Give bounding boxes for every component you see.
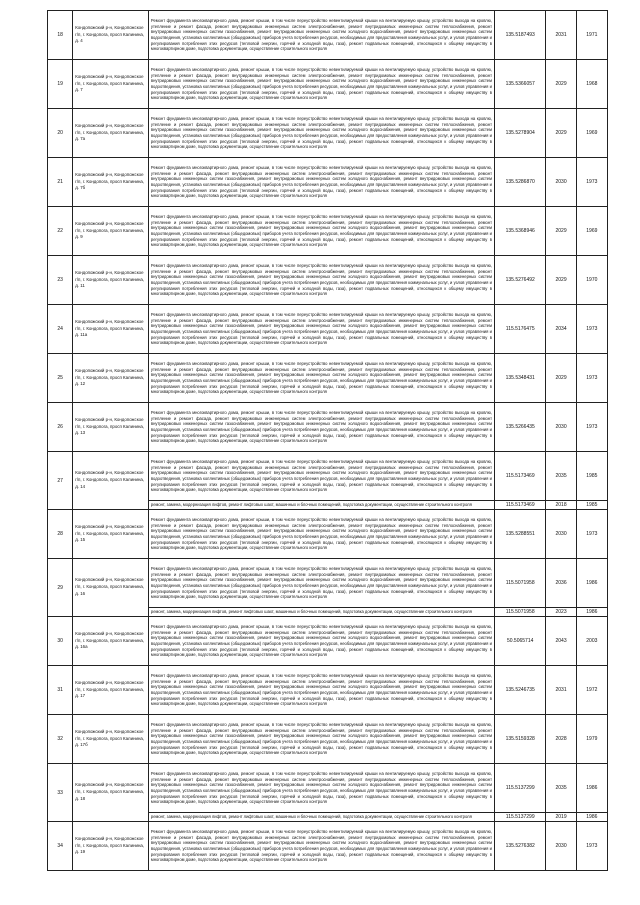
address-cell	[73, 617, 149, 666]
address-cell	[73, 403, 149, 452]
work-description-cell	[148, 60, 494, 109]
built-year-cell-text: 1973	[586, 424, 598, 430]
built-year-cell-text: 1973	[586, 375, 598, 381]
address-cell	[73, 207, 149, 256]
table-row	[48, 822, 608, 871]
built-year-cell-text: 1969	[586, 228, 598, 234]
built-year-cell-text: 1969	[586, 130, 598, 136]
work-description-cell-text: Ремонт фундамента многоквартирного дома, ремонт крыши, в том числе переустройство невентилируемой крыши на вентилируемую крышу, устройство выхода на кровлю, утепление и ремонт фасада, ремонт внутридомовых инженерных систем электроснабжения, ремонт внутридомовых инженерных систем теплоснабжения, ремонт внутридомовых инженерных систем газоснабжения, ремонт внутридомовых инженерных систем холодного водоснабжения, ремонт внутридомовых инженерных систем водоотведения, установка коллективных (общедомовых) приборов учета потребления ресурсов, необходимых для предоставления коммунальных услуг, и узлов управления и регулирования потребления этих ресурсов (тепловой энергии, горячей и холодной воды, газа), ремонт подвальных помещений, относящихся к общему имуществу в многоквартирном доме, подготовка документации, осуществление строительного контроля	[150, 829, 492, 863]
lift-planned-year-cell	[546, 501, 576, 510]
cost-cell	[494, 354, 545, 403]
work-description-cell-text: Ремонт фундамента многоквартирного дома, ремонт крыши, в том числе переустройство невентилируемой крыши на вентилируемую крышу, устройство выхода на кровлю, утепление и ремонт фасада, ремонт внутридомовых инженерных систем электроснабжения, ремонт внутридомовых инженерных систем теплоснабжения, ремонт внутридомовых инженерных систем газоснабжения, ремонт внутридомовых инженерных систем холодного водоснабжения, ремонт внутридомовых инженерных систем водоотведения, установка коллективных (общедомовых) приборов учета потребления ресурсов, необходимых для предоставления коммунальных услуг, и узлов управления и регулирования потребления этих ресурсов (тепловой энергии, горячей и холодной воды, газа), ремонт подвальных помещений, относящихся к общему имуществу в многоквартирном доме, подготовка документации, осуществление строительного контроля	[150, 214, 492, 248]
planned-year-cell	[546, 559, 576, 608]
work-description-cell	[148, 617, 494, 666]
cost-cell-text: 135.5368946	[505, 228, 535, 234]
lift-built-year-cell-text: 1986	[586, 609, 598, 615]
row-number-text: 32	[57, 736, 63, 742]
cost-cell-text: 135.5246735	[505, 687, 535, 693]
work-description-cell	[148, 207, 494, 256]
cost-cell-text: 135.5159328	[505, 736, 535, 742]
table-row	[48, 617, 608, 666]
work-description-cell-text: Ремонт фундамента многоквартирного дома, ремонт крыши, в том числе переустройство невентилируемой крыши на вентилируемую крышу, устройство выхода на кровлю, утепление и ремонт фасада, ремонт внутридомовых инженерных систем электроснабжения, ремонт внутридомовых инженерных систем теплоснабжения, ремонт внутридомовых инженерных систем газоснабжения, ремонт внутридомовых инженерных систем холодного водоснабжения, ремонт внутридомовых инженерных систем водоотведения, установка коллективных (общедомовых) приборов учета потребления ресурсов, необходимых для предоставления коммунальных услуг, и узлов управления и регулирования потребления этих ресурсов (тепловой энергии, горячей и холодной воды, газа), ремонт подвальных помещений, относящихся к общему имуществу в многоквартирном доме, подготовка документации, осуществление строительного контроля	[150, 673, 492, 707]
lift-planned-year-cell	[546, 608, 576, 617]
row-number-text: 29	[57, 584, 63, 591]
row-number-text: 30	[57, 638, 63, 644]
row-number	[48, 715, 73, 764]
address-cell	[73, 109, 149, 158]
cost-cell	[494, 305, 545, 354]
planned-year-cell-text: 2031	[555, 687, 567, 693]
address-cell-text: Кондопожский р-н, Кондопожское г/п, г. Кондопога, просп Калинина, д. 11а	[75, 318, 145, 338]
row-number	[48, 764, 73, 822]
address-cell-text: Кондопожский р-н, Кондопожское г/п, г. Кондопога, просп Калинина, д. 7а	[75, 122, 145, 142]
row-number-text: 21	[57, 179, 63, 185]
built-year-cell	[576, 822, 607, 871]
row-number-text: 25	[57, 375, 63, 381]
lift-planned-year-cell	[546, 813, 576, 822]
work-description-cell-text: Ремонт фундамента многоквартирного дома, ремонт крыши, в том числе переустройство невентилируемой крыши на вентилируемую крышу, устройство выхода на кровлю, утепление и ремонт фасада, ремонт внутридомовых инженерных систем электроснабжения, ремонт внутридомовых инженерных систем теплоснабжения, ремонт внутридомовых инженерных систем газоснабжения, ремонт внутридомовых инженерных систем холодного водоснабжения, ремонт внутридомовых инженерных систем водоотведения, установка коллективных (общедомовых) приборов учета потребления ресурсов, необходимых для предоставления коммунальных услуг, и узлов управления и регулирования потребления этих ресурсов (тепловой энергии, горячей и холодной воды, газа), ремонт подвальных помещений, относящихся к общему имуществу в многоквартирном доме, подготовка документации, осуществление строительного контроля	[150, 361, 492, 395]
built-year-cell-text: 1973	[586, 326, 598, 332]
work-description-cell-text: Ремонт фундамента многоквартирного дома, ремонт крыши, в том числе переустройство невентилируемой крыши на вентилируемую крышу, устройство выхода на кровлю, утепление и ремонт фасада, ремонт внутридомовых инженерных систем электроснабжения, ремонт внутридомовых инженерных систем теплоснабжения, ремонт внутридомовых инженерных систем газоснабжения, ремонт внутридомовых инженерных систем холодного водоснабжения, ремонт внутридомовых инженерных систем водоотведения, установка коллективных (общедомовых) приборов учета потребления ресурсов, необходимых для предоставления коммунальных услуг, и узлов управления и регулирования потребления этих ресурсов (тепловой энергии, горячей и холодной воды, газа), ремонт подвальных помещений, относящихся к общему имуществу в многоквартирном доме, подготовка документации, осуществление строительного контроля	[150, 722, 492, 756]
work-description-cell-text: Ремонт фундамента многоквартирного дома, ремонт крыши, в том числе переустройство невентилируемой крыши на вентилируемую крышу, устройство выхода на кровлю, утепление и ремонт фасада, ремонт внутридомовых инженерных систем электроснабжения, ремонт внутридомовых инженерных систем теплоснабжения, ремонт внутридомовых инженерных систем газоснабжения, ремонт внутридомовых инженерных систем холодного водоснабжения, ремонт внутридомовых инженерных систем водоотведения, установка коллективных (общедомовых) приборов учета потребления ресурсов, необходимых для предоставления коммунальных услуг, и узлов управления и регулирования потребления этих ресурсов (тепловой энергии, горячей и холодной воды, газа), ремонт подвальных помещений, относящихся к общему имуществу в многоквартирном доме, подготовка документации, осуществление строительного контроля	[150, 410, 492, 444]
built-year-cell-text: 1971	[586, 32, 598, 38]
planned-year-cell	[546, 764, 576, 813]
work-description-cell	[148, 354, 494, 403]
address-cell-text: Кондопожский р-н, Кондопожское г/п, г. Кондопога, просп Калинина, д. 9	[75, 220, 145, 240]
work-description-cell	[148, 305, 494, 354]
cost-cell-text: 135.5288551	[505, 531, 535, 537]
cost-cell-text: 135.5278904	[505, 130, 535, 136]
planned-year-cell	[546, 11, 576, 60]
row-number	[48, 11, 73, 60]
planned-year-cell	[546, 60, 576, 109]
work-description-cell-text: Ремонт фундамента многоквартирного дома, ремонт крыши, в том числе переустройство невентилируемой крыши на вентилируемую крышу, устройство выхода на кровлю, утепление и ремонт фасада, ремонт внутридомовых инженерных систем электроснабжения, ремонт внутридомовых инженерных систем теплоснабжения, ремонт внутридомовых инженерных систем газоснабжения, ремонт внутридомовых инженерных систем холодного водоснабжения, ремонт внутридомовых инженерных систем водоотведения, установка коллективных (общедомовых) приборов учета потребления ресурсов, необходимых для предоставления коммунальных услуг, и узлов управления и регулирования потребления этих ресурсов (тепловой энергии, горячей и холодной воды, газа), ремонт подвальных помещений, относящихся к общему имуществу в многоквартирном доме, подготовка документации, осуществление строительного контроля	[150, 771, 492, 805]
planned-year-cell	[546, 452, 576, 501]
planned-year-cell-text: 2029	[555, 375, 567, 381]
table-row	[48, 403, 608, 452]
lift-cost-cell-text: 115.5137299	[505, 814, 535, 820]
cost-cell	[494, 452, 545, 501]
lift-work-cell-text: ремонт, замена, модернизация лифтов, ремонт лифтовых шахт, машинных и блочных помещений, подготовка документации, осуществление строительного контроля	[150, 502, 472, 508]
lift-built-year-cell	[576, 501, 607, 510]
table-row	[48, 305, 608, 354]
address-cell	[73, 354, 149, 403]
cost-cell-text: 135.5266435	[505, 424, 535, 430]
address-cell	[73, 11, 149, 60]
cost-cell-text: 135.5286870	[505, 179, 535, 185]
table-row	[48, 60, 608, 109]
work-description-cell	[148, 109, 494, 158]
address-cell-text: Кондопожский р-н, Кондопожское г/п, г. Кондопога, просп Калинина, д. 17б	[75, 728, 145, 748]
work-description-cell	[148, 452, 494, 501]
address-cell	[73, 822, 149, 871]
cost-cell-text: 135.5187493	[505, 32, 535, 38]
built-year-cell-text: 1973	[586, 843, 598, 849]
built-year-cell-text: 1970	[586, 277, 598, 283]
work-description-cell	[148, 510, 494, 559]
planned-year-cell-text: 2031	[555, 32, 567, 38]
lift-built-year-cell	[576, 608, 607, 617]
address-cell	[73, 452, 149, 510]
cost-cell	[494, 559, 545, 608]
lift-planned-year-cell-text: 2023	[555, 609, 567, 615]
planned-year-cell-text: 2035	[555, 473, 567, 479]
planned-year-cell-text: 2029	[555, 228, 567, 234]
cost-cell-text: 135.5276492	[505, 277, 535, 283]
planned-year-cell	[546, 207, 576, 256]
table-row	[48, 666, 608, 715]
cost-cell	[494, 403, 545, 452]
lift-work-cell	[148, 813, 494, 822]
work-description-cell	[148, 666, 494, 715]
built-year-cell	[576, 452, 607, 501]
cost-cell	[494, 764, 545, 813]
cost-cell	[494, 158, 545, 207]
built-year-cell-text: 2003	[586, 638, 598, 644]
address-cell	[73, 305, 149, 354]
work-description-cell-text: Ремонт фундамента многоквартирного дома, ремонт крыши, в том числе переустройство невентилируемой крыши на вентилируемую крышу, устройство выхода на кровлю, утепление и ремонт фасада, ремонт внутридомовых инженерных систем электроснабжения, ремонт внутридомовых инженерных систем теплоснабжения, ремонт внутридомовых инженерных систем газоснабжения, ремонт внутридомовых инженерных систем холодного водоснабжения, ремонт внутридомовых инженерных систем водоотведения, установка коллективных (общедомовых) приборов учета потребления ресурсов, необходимых для предоставления коммунальных услуг, и узлов управления и регулирования потребления этих ресурсов (тепловой энергии, горячей и холодной воды, газа), ремонт подвальных помещений, относящихся к общему имуществу в многоквартирном доме, подготовка документации, осуществление строительного контроля	[150, 18, 492, 52]
built-year-cell	[576, 256, 607, 305]
row-number	[48, 822, 73, 871]
built-year-cell-text: 1968	[586, 81, 598, 87]
address-cell	[73, 60, 149, 109]
work-description-cell-text: Ремонт фундамента многоквартирного дома, ремонт крыши, в том числе переустройство невентилируемой крыши на вентилируемую крышу, устройство выхода на кровлю, утепление и ремонт фасада, ремонт внутридомовых инженерных систем электроснабжения, ремонт внутридомовых инженерных систем теплоснабжения, ремонт внутридомовых инженерных систем газоснабжения, ремонт внутридомовых инженерных систем холодного водоснабжения, ремонт внутридомовых инженерных систем водоотведения, установка коллективных (общедомовых) приборов учета потребления ресурсов, необходимых для предоставления коммунальных услуг, и узлов управления и регулирования потребления этих ресурсов (тепловой энергии, горячей и холодной воды, газа), ремонт подвальных помещений, относящихся к общему имуществу в многоквартирном доме, подготовка документации, осуществление строительного контроля	[150, 459, 492, 493]
table-row	[48, 452, 608, 501]
table-row	[48, 764, 608, 813]
address-cell-text: Кондопожский р-н, Кондопожское г/п, г. Кондопога, просп Калинина, д. 14	[75, 470, 145, 489]
table-body	[48, 11, 608, 871]
row-number-text: 22	[57, 228, 63, 234]
row-number-text: 24	[57, 326, 63, 332]
cost-cell	[494, 256, 545, 305]
lift-cost-cell-text: 115.5173469	[505, 502, 535, 508]
lift-work-cell	[148, 608, 494, 617]
cost-cell-text: 115.5071958	[505, 580, 535, 586]
cost-cell-text: 135.5276382	[505, 843, 535, 849]
work-description-cell	[148, 764, 494, 813]
cost-cell-text: 115.5176475	[505, 326, 535, 332]
planned-year-cell-text: 2030	[555, 531, 567, 537]
planned-year-cell	[546, 158, 576, 207]
built-year-cell	[576, 559, 607, 608]
work-description-cell	[148, 559, 494, 608]
table-row	[48, 109, 608, 158]
row-number	[48, 109, 73, 158]
built-year-cell	[576, 715, 607, 764]
cost-cell-text: 115.5173469	[505, 473, 535, 479]
planned-year-cell	[546, 109, 576, 158]
cost-cell	[494, 207, 545, 256]
lift-cost-cell-text: 115.5071958	[505, 609, 535, 615]
built-year-cell-text: 1979	[586, 736, 598, 742]
work-description-cell	[148, 256, 494, 305]
work-description-cell-text: Ремонт фундамента многоквартирного дома, ремонт крыши, в том числе переустройство невентилируемой крыши на вентилируемую крышу, устройство выхода на кровлю, утепление и ремонт фасада, ремонт внутридомовых инженерных систем электроснабжения, ремонт внутридомовых инженерных систем теплоснабжения, ремонт внутридомовых инженерных систем газоснабжения, ремонт внутридомовых инженерных систем холодного водоснабжения, ремонт внутридомовых инженерных систем водоотведения, установка коллективных (общедомовых) приборов учета потребления ресурсов, необходимых для предоставления коммунальных услуг, и узлов управления и регулирования потребления этих ресурсов (тепловой энергии, горячей и холодной воды, газа), ремонт подвальных помещений, относящихся к общему имуществу в многоквартирном доме, подготовка документации, осуществление строительного контроля	[150, 624, 492, 658]
address-cell	[73, 256, 149, 305]
work-description-cell	[148, 11, 494, 60]
planned-year-cell-text: 2029	[555, 277, 567, 283]
row-number-text: 23	[57, 277, 63, 283]
row-number	[48, 452, 73, 510]
row-number	[48, 559, 73, 617]
cost-cell	[494, 60, 545, 109]
address-cell	[73, 764, 149, 822]
lift-work-cell-text: ремонт, замена, модернизация лифтов, ремонт лифтовых шахт, машинных и блочных помещений, подготовка документации, осуществление строительного контроля	[150, 814, 472, 820]
cost-cell	[494, 617, 545, 666]
built-year-cell	[576, 354, 607, 403]
planned-year-cell-text: 2036	[555, 580, 567, 586]
row-number	[48, 158, 73, 207]
row-number	[48, 403, 73, 452]
planned-year-cell-text: 2030	[555, 843, 567, 849]
planned-year-cell-text: 2029	[555, 130, 567, 136]
built-year-cell	[576, 109, 607, 158]
cost-cell	[494, 822, 545, 871]
row-number-text: 20	[57, 130, 63, 136]
cost-cell	[494, 510, 545, 559]
address-cell	[73, 559, 149, 617]
address-cell	[73, 715, 149, 764]
cost-cell	[494, 715, 545, 764]
planned-year-cell-text: 2034	[555, 326, 567, 332]
cost-cell-text: 135.5366057	[505, 81, 535, 87]
table-row	[48, 11, 608, 60]
table-row	[48, 158, 608, 207]
row-number	[48, 60, 73, 109]
row-number	[48, 354, 73, 403]
lift-built-year-cell-text: 1985	[586, 502, 598, 508]
built-year-cell	[576, 60, 607, 109]
work-description-cell	[148, 403, 494, 452]
row-number-text: 18	[57, 32, 63, 38]
table-row	[48, 715, 608, 764]
address-cell-text: Кондопожский р-н, Кондопожское г/п, г. Кондопога, просп Калинина, д. 17	[75, 679, 145, 699]
address-cell-text: Кондопожский р-н, Кондопожское г/п, г. Кондопога, просп Калинина, д. 16	[75, 577, 145, 596]
built-year-cell	[576, 764, 607, 813]
table-row	[48, 256, 608, 305]
built-year-cell-text: 1973	[586, 531, 598, 537]
planned-year-cell	[546, 256, 576, 305]
planned-year-cell-text: 2028	[555, 736, 567, 742]
address-cell	[73, 158, 149, 207]
work-description-cell-text: Ремонт фундамента многоквартирного дома, ремонт крыши, в том числе переустройство невентилируемой крыши на вентилируемую крышу, устройство выхода на кровлю, утепление и ремонт фасада, ремонт внутридомовых инженерных систем электроснабжения, ремонт внутридомовых инженерных систем теплоснабжения, ремонт внутридомовых инженерных систем газоснабжения, ремонт внутридомовых инженерных систем холодного водоснабжения, ремонт внутридомовых инженерных систем водоотведения, установка коллективных (общедомовых) приборов учета потребления ресурсов, необходимых для предоставления коммунальных услуг, и узлов управления и регулирования потребления этих ресурсов (тепловой энергии, горячей и холодной воды, газа), ремонт подвальных помещений, относящихся к общему имуществу в многоквартирном доме, подготовка документации, осуществление строительного контроля	[150, 312, 492, 346]
row-number-text: 19	[57, 81, 63, 87]
built-year-cell-text: 1985	[586, 473, 598, 479]
lift-planned-year-cell-text: 2019	[555, 814, 567, 820]
work-description-cell	[148, 715, 494, 764]
address-cell-text: Кондопожский р-н, Кондопожское г/п, г. Кондопога, просп Калинина, д. 4	[75, 24, 145, 44]
planned-year-cell-text: 2030	[555, 179, 567, 185]
address-cell-text: Кондопожский р-н, Кондопожское г/п, г. Кондопога, просп Калинина, д. 7	[75, 73, 145, 93]
lift-work-cell-text: ремонт, замена, модернизация лифтов, ремонт лифтовых шахт, машинных и блочных помещений, подготовка документации, осуществление строительного контроля	[150, 609, 472, 615]
address-cell	[73, 510, 149, 559]
row-number-text: 28	[57, 531, 63, 537]
work-description-cell-text: Ремонт фундамента многоквартирного дома, ремонт крыши, в том числе переустройство невентилируемой крыши на вентилируемую крышу, устройство выхода на кровлю, утепление и ремонт фасада, ремонт внутридомовых инженерных систем электроснабжения, ремонт внутридомовых инженерных систем теплоснабжения, ремонт внутридомовых инженерных систем газоснабжения, ремонт внутридомовых инженерных систем холодного водоснабжения, ремонт внутридомовых инженерных систем водоотведения, установка коллективных (общедомовых) приборов учета потребления ресурсов, необходимых для предоставления коммунальных услуг, и узлов управления и регулирования потребления этих ресурсов (тепловой энергии, горячей и холодной воды, газа), ремонт подвальных помещений, относящихся к общему имуществу в многоквартирном доме, подготовка документации, осуществление строительного контроля	[150, 116, 492, 150]
row-number	[48, 617, 73, 666]
built-year-cell	[576, 11, 607, 60]
planned-year-cell	[546, 510, 576, 559]
planned-year-cell	[546, 305, 576, 354]
address-cell-text: Кондопожский р-н, Кондопожское г/п, г. Кондопога, просп Калинина, д. 15	[75, 523, 145, 543]
address-cell-text: Кондопожский р-н, Кондопожское г/п, г. Кондопога, просп Калинина, д. 18	[75, 782, 145, 801]
lift-cost-cell	[494, 608, 545, 617]
address-cell-text: Кондопожский р-н, Кондопожское г/п, г. Кондопога, просп Калинина, д. 16а	[75, 630, 145, 650]
built-year-cell-text: 1972	[586, 687, 598, 693]
cost-cell-text: 50.5065714	[506, 638, 534, 644]
row-number	[48, 207, 73, 256]
address-cell	[73, 666, 149, 715]
planned-year-cell	[546, 715, 576, 764]
row-number	[48, 305, 73, 354]
planned-year-cell	[546, 403, 576, 452]
lift-built-year-cell	[576, 813, 607, 822]
lift-planned-year-cell-text: 2018	[555, 502, 567, 508]
planned-year-cell	[546, 617, 576, 666]
planned-year-cell	[546, 822, 576, 871]
work-description-cell-text: Ремонт фундамента многоквартирного дома, ремонт крыши, в том числе переустройство невентилируемой крыши на вентилируемую крышу, устройство выхода на кровлю, утепление и ремонт фасада, ремонт внутридомовых инженерных систем электроснабжения, ремонт внутридомовых инженерных систем теплоснабжения, ремонт внутридомовых инженерных систем газоснабжения, ремонт внутридомовых инженерных систем холодного водоснабжения, ремонт внутридомовых инженерных систем водоотведения, установка коллективных (общедомовых) приборов учета потребления ресурсов, необходимых для предоставления коммунальных услуг, и узлов управления и регулирования потребления этих ресурсов (тепловой энергии, горячей и холодной воды, газа), ремонт подвальных помещений, относящихся к общему имуществу в многоквартирном доме, подготовка документации, осуществление строительного контроля	[150, 165, 492, 199]
built-year-cell-text: 1973	[586, 179, 598, 185]
address-cell-text: Кондопожский р-н, Кондопожское г/п, г. Кондопога, просп Калинина, д. 12	[75, 367, 145, 387]
cost-cell	[494, 11, 545, 60]
work-description-cell	[148, 158, 494, 207]
row-number-text: 34	[57, 843, 63, 849]
built-year-cell	[576, 510, 607, 559]
cost-cell-text: 135.5348431	[505, 375, 535, 381]
address-cell-text: Кондопожский р-н, Кондопожское г/п, г. Кондопога, просп Калинина, д. 7б	[75, 171, 145, 191]
row-number	[48, 510, 73, 559]
planned-year-cell-text: 2043	[555, 638, 567, 644]
work-description-cell	[148, 822, 494, 871]
planned-year-cell-text: 2035	[555, 785, 567, 791]
built-year-cell	[576, 207, 607, 256]
built-year-cell	[576, 403, 607, 452]
planned-year-cell	[546, 666, 576, 715]
row-number-text: 27	[57, 477, 63, 484]
planned-year-cell-text: 2030	[555, 424, 567, 430]
address-cell-text: Кондопожский р-н, Кондопожское г/п, г. Кондопога, просп Калинина, д. 19	[75, 835, 145, 855]
built-year-cell	[576, 666, 607, 715]
lift-work-cell	[148, 501, 494, 510]
work-description-cell-text: Ремонт фундамента многоквартирного дома, ремонт крыши, в том числе переустройство невентилируемой крыши на вентилируемую крышу, устройство выхода на кровлю, утепление и ремонт фасада, ремонт внутридомовых инженерных систем электроснабжения, ремонт внутридомовых инженерных систем теплоснабжения, ремонт внутридомовых инженерных систем газоснабжения, ремонт внутридомовых инженерных систем холодного водоснабжения, ремонт внутридомовых инженерных систем водоотведения, установка коллективных (общедомовых) приборов учета потребления ресурсов, необходимых для предоставления коммунальных услуг, и узлов управления и регулирования потребления этих ресурсов (тепловой энергии, горячей и холодной воды, газа), ремонт подвальных помещений, относящихся к общему имуществу в многоквартирном доме, подготовка документации, осуществление строительного контроля	[150, 566, 492, 600]
work-description-cell-text: Ремонт фундамента многоквартирного дома, ремонт крыши, в том числе переустройство невентилируемой крыши на вентилируемую крышу, устройство выхода на кровлю, утепление и ремонт фасада, ремонт внутридомовых инженерных систем электроснабжения, ремонт внутридомовых инженерных систем теплоснабжения, ремонт внутридомовых инженерных систем газоснабжения, ремонт внутридомовых инженерных систем холодного водоснабжения, ремонт внутридомовых инженерных систем водоотведения, установка коллективных (общедомовых) приборов учета потребления ресурсов, необходимых для предоставления коммунальных услуг, и узлов управления и регулирования потребления этих ресурсов (тепловой энергии, горячей и холодной воды, газа), ремонт подвальных помещений, относящихся к общему имуществу в многоквартирном доме, подготовка документации, осуществление строительного контроля	[150, 263, 492, 297]
work-description-cell-text: Ремонт фундамента многоквартирного дома, ремонт крыши, в том числе переустройство невентилируемой крыши на вентилируемую крышу, устройство выхода на кровлю, утепление и ремонт фасада, ремонт внутридомовых инженерных систем электроснабжения, ремонт внутридомовых инженерных систем теплоснабжения, ремонт внутридомовых инженерных систем газоснабжения, ремонт внутридомовых инженерных систем холодного водоснабжения, ремонт внутридомовых инженерных систем водоотведения, установка коллективных (общедомовых) приборов учета потребления ресурсов, необходимых для предоставления коммунальных услуг, и узлов управления и регулирования потребления этих ресурсов (тепловой энергии, горячей и холодной воды, газа), ремонт подвальных помещений, относящихся к общему имуществу в многоквартирном доме, подготовка документации, осуществление строительного контроля	[150, 517, 492, 551]
planned-year-cell-text: 2029	[555, 81, 567, 87]
built-year-cell-text: 1986	[586, 785, 598, 791]
work-description-cell-text: Ремонт фундамента многоквартирного дома, ремонт крыши, в том числе переустройство невентилируемой крыши на вентилируемую крышу, устройство выхода на кровлю, утепление и ремонт фасада, ремонт внутридомовых инженерных систем электроснабжения, ремонт внутридомовых инженерных систем теплоснабжения, ремонт внутридомовых инженерных систем газоснабжения, ремонт внутридомовых инженерных систем холодного водоснабжения, ремонт внутридомовых инженерных систем водоотведения, установка коллективных (общедомовых) приборов учета потребления ресурсов, необходимых для предоставления коммунальных услуг, и узлов управления и регулирования потребления этих ресурсов (тепловой энергии, горячей и холодной воды, газа), ремонт подвальных помещений, относящихся к общему имуществу в многоквартирном доме, подготовка документации, осуществление строительного контроля	[150, 67, 492, 101]
cost-cell	[494, 109, 545, 158]
built-year-cell	[576, 305, 607, 354]
table-row	[48, 354, 608, 403]
row-number-text: 33	[57, 789, 63, 796]
built-year-cell-text: 1986	[586, 580, 598, 586]
planned-year-cell	[546, 354, 576, 403]
lift-cost-cell	[494, 813, 545, 822]
table-row	[48, 559, 608, 608]
table-row	[48, 510, 608, 559]
repair-program-table	[47, 10, 608, 871]
cost-cell-text: 115.5137299	[505, 785, 535, 791]
row-number	[48, 666, 73, 715]
lift-built-year-cell-text: 1986	[586, 814, 598, 820]
built-year-cell	[576, 158, 607, 207]
lift-cost-cell	[494, 501, 545, 510]
address-cell-text: Кондопожский р-н, Кондопожское г/п, г. Кондопога, просп Калинина, д. 11	[75, 269, 145, 289]
table-row	[48, 207, 608, 256]
cost-cell	[494, 666, 545, 715]
row-number-text: 31	[57, 687, 63, 693]
row-number-text: 26	[57, 424, 63, 430]
built-year-cell	[576, 617, 607, 666]
address-cell-text: Кондопожский р-н, Кондопожское г/п, г. Кондопога, просп Калинина, д. 13	[75, 416, 145, 436]
row-number	[48, 256, 73, 305]
